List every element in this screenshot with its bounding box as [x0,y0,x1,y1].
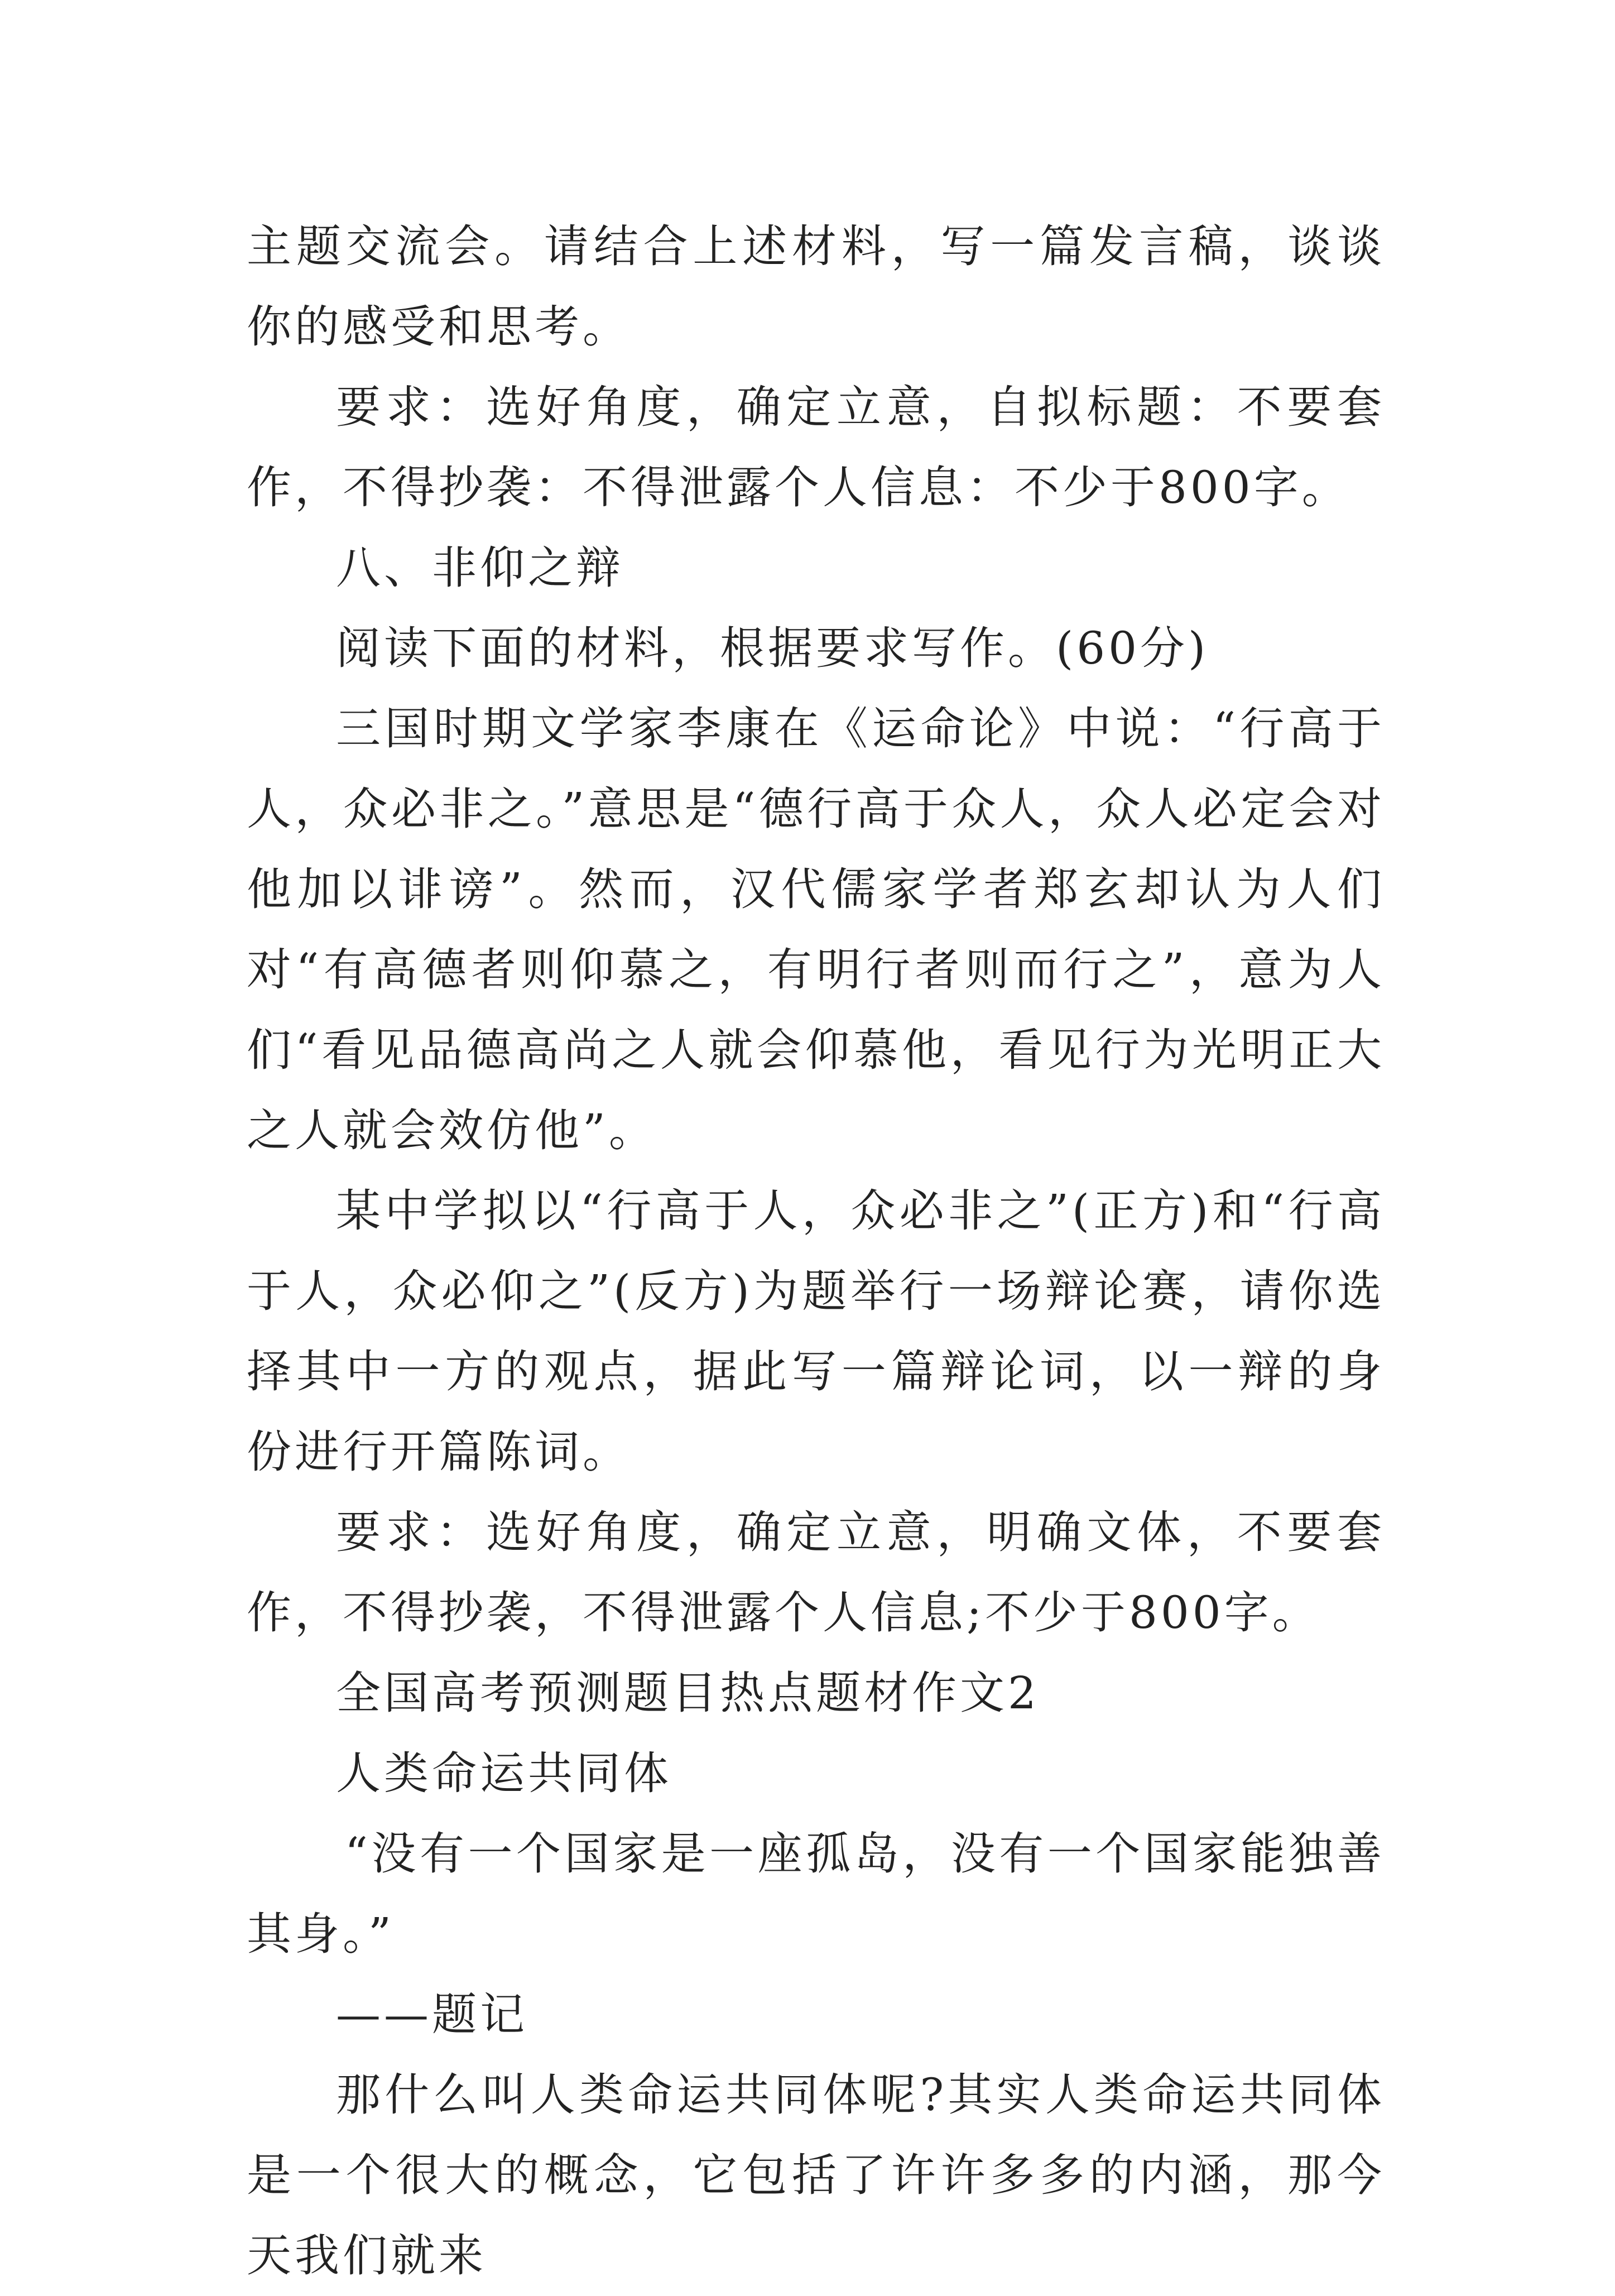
epigraph-quote: “没有一个国家是一座孤岛，没有一个国家能独善其身。” [247,1828,1385,1960]
section-heading-8: 八、非仰之辩 [336,542,624,594]
paragraph-requirements-2: 要求：选好角度，确定立意，明确文体，不要套作，不得抄袭，不得泄露个人信息;不少于800字。 [247,1506,1385,1639]
paragraph-essay-body: 那什么叫人类命运共同体呢?其实人类命运共同体是一个很大的概念，它包括了许许多多的内涵，那今天我们就来 [247,2069,1385,2281]
epigraph-attribution: ——题记 [336,1988,528,2040]
paragraph-material: 三国时期文学家李康在《运命论》中说：“行高于人，众必非之。”意思是“德行高于众人，众人必定会对他加以诽谤”。然而，汉代儒家学者郑玄却认为人们对“有高德者则仰慕之，有明行者则而行之”，意为人们“看见品德高尚之人就会仰慕他，看见行为光明正大之人就会效仿他”。 [247,703,1385,1156]
paragraph-instruction: 阅读下面的材料，根据要求写作。(60分) [336,622,1209,674]
paragraph-requirements-1: 要求：选好角度，确定立意，自拟标题：不要套作，不得抄袭：不得泄露个人信息：不少于800字。 [247,381,1385,513]
paragraph-debate-task: 某中学拟以“行高于人，众必非之”(正方)和“行高于人，众必仰之”(反方)为题举行一场辩论赛，请你选择其中一方的观点，据此写一篇辩论词，以一辩的身份进行开篇陈词。 [247,1185,1385,1478]
essay-heading: 全国高考预测题目热点题材作文2 [336,1667,1040,1719]
essay-title: 人类命运共同体 [336,1747,672,1799]
paragraph-continuation: 主题交流会。请结合上述材料，写一篇发言稿，谈谈你的感受和思考。 [247,220,1385,353]
document-body [247,206,1385,2296]
